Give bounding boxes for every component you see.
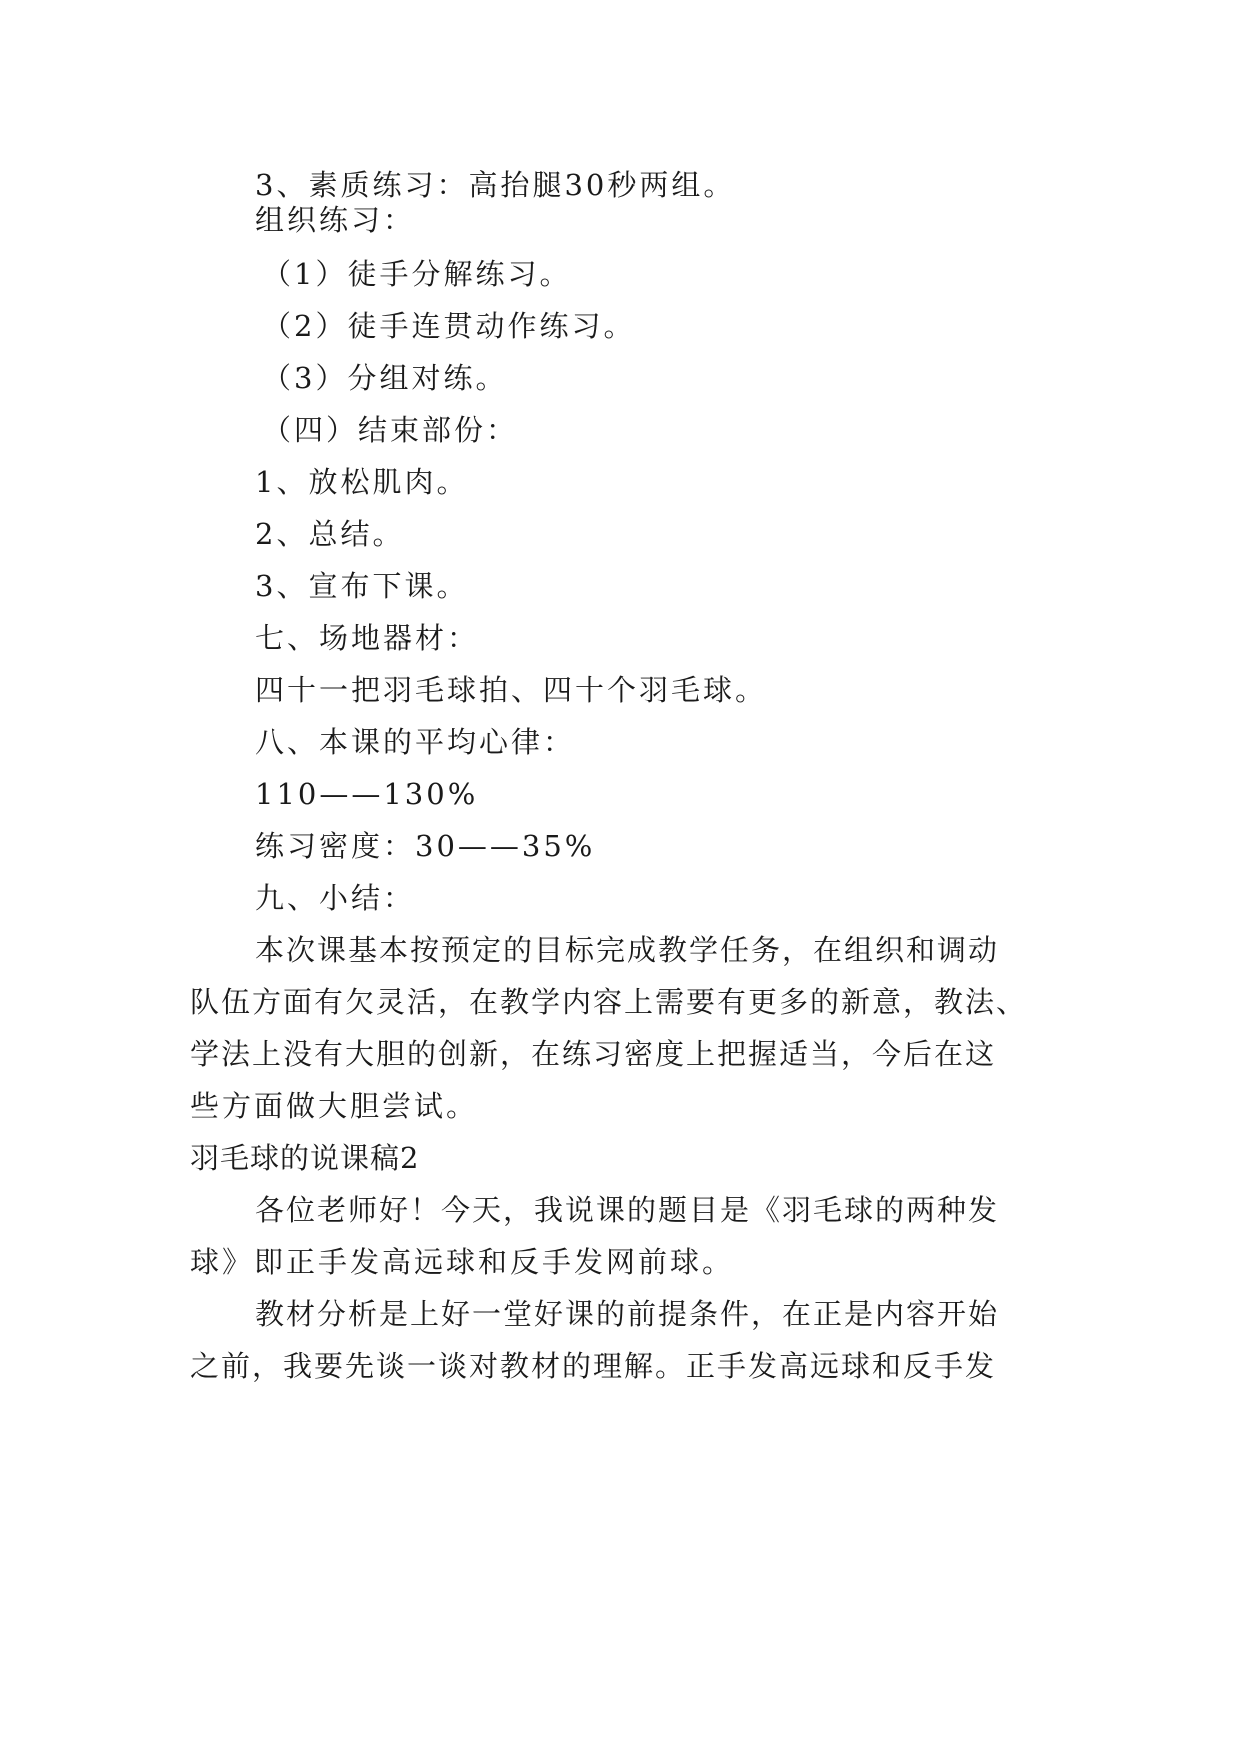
text-line: 110——130% [255, 777, 479, 811]
text-line: 2、总结。 [255, 517, 405, 551]
text-line: 练习密度：30——35% [255, 829, 596, 863]
section-heading: （四）结束部份： [262, 413, 519, 447]
text-line: 3、宣布下课。 [255, 569, 469, 603]
text-line: 组织练习： [255, 203, 416, 237]
text-line: （3）分组对练。 [262, 361, 508, 395]
section-heading: 七、场地器材： [255, 621, 480, 655]
section-heading: 八、本课的平均心律： [255, 725, 576, 759]
paragraph-line: 队伍方面有欠灵活，在教学内容上需要有更多的新意，教法、 [190, 985, 1028, 1019]
document-title: 羽毛球的说课稿2 [190, 1141, 420, 1175]
section-heading: 九、小结： [255, 881, 416, 915]
text-line: （2）徒手连贯动作练习。 [262, 309, 636, 343]
paragraph-line: 球》即正手发高远球和反手发网前球。 [190, 1245, 735, 1279]
text-line: 1、放松肌肉。 [255, 465, 469, 499]
paragraph-line: 本次课基本按预定的目标完成教学任务，在组织和调动 [255, 933, 1000, 967]
paragraph-line: 些方面做大胆尝试。 [190, 1089, 479, 1123]
text-line: 四十一把羽毛球拍、四十个羽毛球。 [255, 673, 768, 707]
paragraph-line: 学法上没有大胆的创新，在练习密度上把握适当，今后在这 [190, 1037, 997, 1071]
paragraph-line: 各位老师好！今天，我说课的题目是《羽毛球的两种发 [255, 1193, 1000, 1227]
text-line: 3、素质练习：高抬腿30秒两组。 [255, 168, 736, 202]
paragraph-line: 教材分析是上好一堂好课的前提条件，在正是内容开始 [255, 1297, 1000, 1331]
paragraph-line: 之前，我要先谈一谈对教材的理解。正手发高远球和反手发 [190, 1349, 997, 1383]
text-line: （1）徒手分解练习。 [262, 257, 572, 291]
